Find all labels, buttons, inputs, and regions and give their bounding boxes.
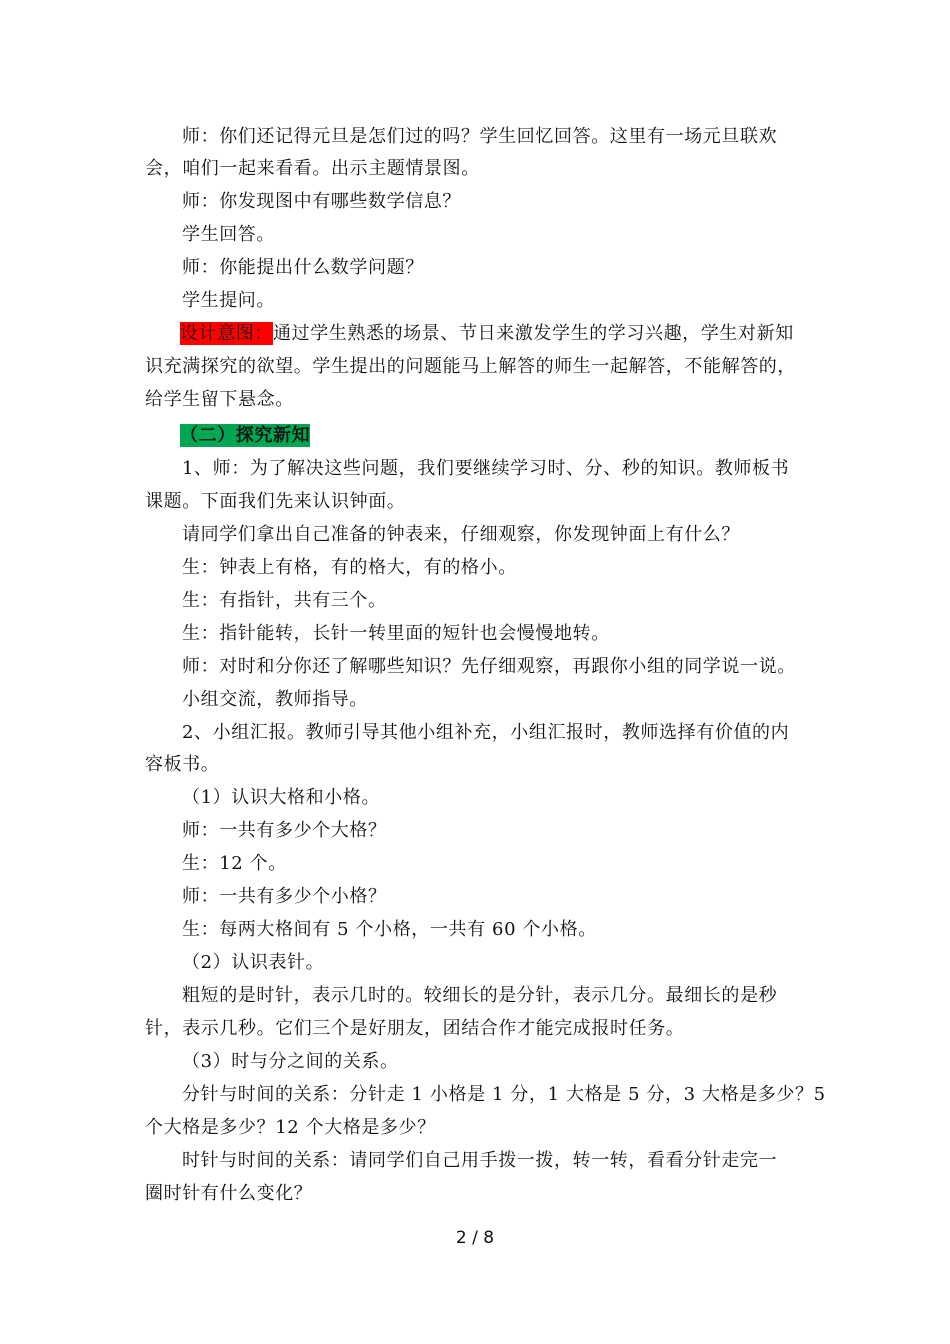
- paragraph-line: 课题。下面我们先来认识钟面。: [145, 491, 406, 512]
- paragraph-line: 小组交流，教师指导。: [182, 689, 368, 710]
- paragraph-line: 师：你发现图中有哪些数学信息？: [182, 191, 461, 212]
- section-heading-label: （二）探究新知: [180, 425, 311, 446]
- paragraph-line: 生：指针能转，长针一转里面的短针也会慢慢地转。: [182, 623, 610, 644]
- design-intent-label: 设计意图：: [180, 323, 273, 344]
- paragraph-line: 粗短的是时针，表示几时的。较细长的是分针，表示几分。最细长的是秒: [182, 985, 778, 1006]
- paragraph-line: 给学生留下悬念。: [145, 389, 294, 410]
- paragraph-line: 识充满探究的欲望。学生提出的问题能马上解答的师生一起解答，不能解答的，: [145, 356, 796, 377]
- paragraph-line: 个大格是多少？12 个大格是多少？: [145, 1117, 436, 1138]
- paragraph-line: 生：每两大格间有 5 个小格，一共有 60 个小格。: [182, 919, 597, 940]
- paragraph-line: 师：你能提出什么数学问题？: [182, 257, 424, 278]
- paragraph-line: 1、师：为了解决这些问题，我们要继续学习时、分、秒的知识。教师板书: [182, 458, 790, 479]
- paragraph-line: 学生提问。: [182, 290, 275, 311]
- paragraph-line: （2）认识表针。: [182, 952, 325, 973]
- paragraph-line: 学生回答。: [182, 224, 275, 245]
- paragraph-line: 针，表示几秒。它们三个是好朋友，团结合作才能完成报时任务。: [145, 1018, 685, 1039]
- paragraph-line: 师：一共有多少个大格？: [182, 820, 387, 841]
- paragraph-line: 会，咱们一起来看看。出示主题情景图。: [145, 158, 480, 179]
- design-intent-line: [180, 323, 794, 345]
- section-heading: [180, 425, 310, 447]
- paragraph-line: 生：有指针，共有三个。: [182, 590, 387, 611]
- paragraph-line: 师：对时和分你还了解哪些知识？先仔细观察，再跟你小组的同学说一说。: [182, 656, 796, 677]
- paragraph-line: 圈时针有什么变化？: [145, 1183, 313, 1204]
- page-number: 2 / 8: [455, 1228, 495, 1248]
- design-intent-text: 通过学生熟悉的场景、节日来激发学生的学习兴趣，学生对新知: [273, 323, 794, 344]
- paragraph-line: 2、小组汇报。教师引导其他小组补充，小组汇报时，教师选择有价值的内: [182, 722, 790, 743]
- paragraph-line: 生：钟表上有格，有的格大，有的格小。: [182, 557, 517, 578]
- paragraph-line: （3）时与分之间的关系。: [182, 1051, 399, 1072]
- paragraph-line: 请同学们拿出自己准备的钟表来，仔细观察，你发现钟面上有什么？: [182, 524, 740, 545]
- paragraph-line: （1）认识大格和小格。: [182, 787, 381, 808]
- paragraph-line: 分针与时间的关系：分针走 1 小格是 1 分，1 大格是 5 分，3 大格是多少？5: [182, 1084, 826, 1105]
- paragraph-line: 师：你们还记得元旦是怎们过的吗？学生回忆回答。这里有一场元旦联欢: [182, 126, 778, 147]
- paragraph-line: 师：一共有多少个小格？: [182, 886, 387, 907]
- paragraph-line: 容板书。: [145, 754, 220, 775]
- paragraph-line: 生：12 个。: [182, 853, 287, 874]
- paragraph-line: 时针与时间的关系：请同学们自己用手拨一拨，转一转，看看分针走完一: [182, 1150, 778, 1171]
